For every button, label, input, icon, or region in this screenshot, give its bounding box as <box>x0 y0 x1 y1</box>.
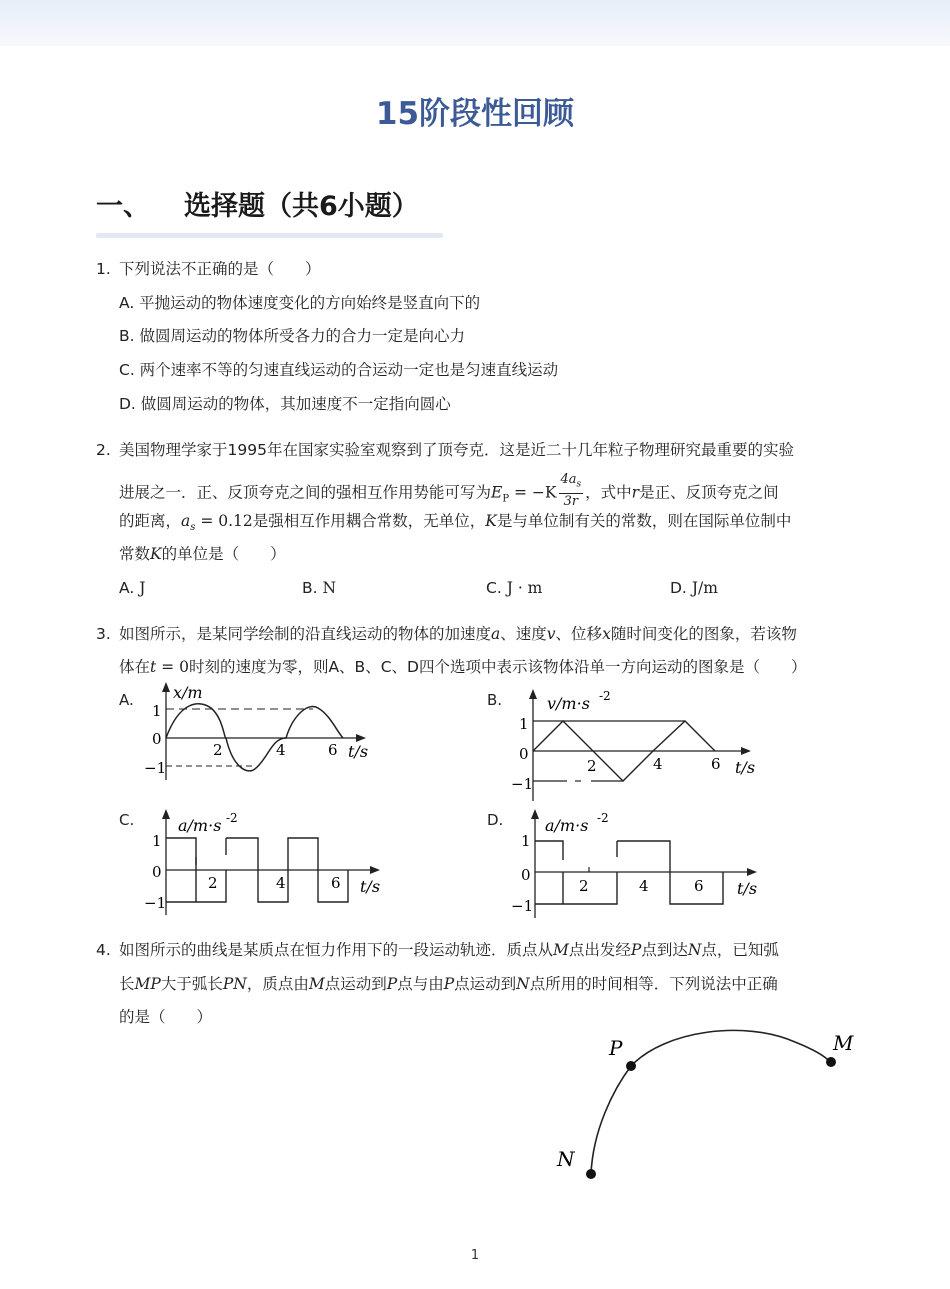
graph-a-label: A. <box>119 691 134 709</box>
graph-b-ylabel: v/m·s <box>547 694 590 713</box>
svg-text:−1: −1 <box>511 775 534 793</box>
header-band <box>0 0 950 46</box>
svg-text:-2: -2 <box>599 689 611 703</box>
q4-line-3: 的是（ ） <box>119 1008 213 1026</box>
page-title: 15阶段性回顾 <box>375 96 575 132</box>
svg-text:-2: -2 <box>597 811 609 825</box>
svg-text:6: 6 <box>694 877 704 895</box>
svg-text:4: 4 <box>276 874 286 892</box>
q2-line-2: 进展之一．正、反顶夸克之间的强相互作用势能可写为$E_P = -K$ $\frac{4a_s}{3r}$ ，式中r是正、反顶夸克之间 <box>119 472 779 509</box>
q2-option-c: C. J · m <box>486 579 543 597</box>
svg-text:1: 1 <box>521 832 531 850</box>
svg-text:6: 6 <box>331 874 341 892</box>
section-heading <box>96 184 419 223</box>
q1-number: 1. <box>96 260 111 278</box>
svg-text:1: 1 <box>152 832 162 850</box>
q1-stem: 下列说法不正确的是（ ） <box>119 260 321 278</box>
graph-b-label: B. <box>487 691 503 709</box>
svg-text:0: 0 <box>519 745 529 763</box>
q3-line-1: 如图所示，是某同学绘制的沿直线运动的物体的加速度a、速度v、位移x随时间变化的图象，若该物 <box>119 625 797 643</box>
svg-text:0: 0 <box>152 863 162 881</box>
q2-line-3: 的距离，$a_s = 0.12$是强相互作用耦合常数，无单位，K是与单位制有关的常数，则在国际单位制中 <box>119 512 792 534</box>
section-underline <box>96 233 443 238</box>
point-m <box>826 1057 836 1067</box>
graph-c <box>138 805 388 917</box>
point-n <box>586 1169 596 1179</box>
label-p: P <box>609 1036 623 1060</box>
svg-text:−1: −1 <box>511 897 534 915</box>
svg-text:−1: −1 <box>144 759 167 777</box>
graph-d-label: D. <box>487 811 504 829</box>
svg-text:2: 2 <box>208 874 218 892</box>
section-number: 一、 <box>96 191 150 222</box>
graph-d-ylabel: a/m·s <box>545 816 589 835</box>
svg-text:4: 4 <box>639 877 649 895</box>
graph-b-xlabel: t/s <box>735 758 756 777</box>
q4-number: 4. <box>96 941 111 959</box>
graph-a-ylabel: x/m <box>173 683 203 702</box>
label-n: N <box>557 1147 575 1171</box>
page-number: 1 <box>470 1248 480 1263</box>
graph-c-ylabel: a/m·s <box>178 816 222 835</box>
q2-line-4: 常数K的单位是（ ） <box>119 545 286 563</box>
svg-text:2: 2 <box>213 741 223 759</box>
label-m: M <box>833 1031 854 1055</box>
q1-option-d: D. 做圆周运动的物体，其加速度不一定指向圆心 <box>119 395 451 413</box>
section-label: 选择题（共6小题） <box>184 191 419 222</box>
svg-text:4: 4 <box>276 741 286 759</box>
q4-line-2: 长MP大于弧长PN，质点由M点运动到P点与由P点运动到N点所用的时间相等．下列说法中正确 <box>119 975 778 993</box>
q2-option-b: B. N <box>302 579 337 597</box>
svg-text:6: 6 <box>328 741 338 759</box>
q3-number: 3. <box>96 625 111 643</box>
graph-c-label: C. <box>119 811 135 829</box>
q1-option-c: C. 两个速率不等的匀速直线运动的合运动一定也是匀速直线运动 <box>119 361 559 379</box>
q2-option-d: D. J/m <box>670 579 718 597</box>
svg-text:1: 1 <box>152 702 162 720</box>
svg-text:-2: -2 <box>226 811 238 825</box>
point-p <box>626 1061 636 1071</box>
svg-text:2: 2 <box>587 757 597 775</box>
svg-text:−1: −1 <box>144 894 167 912</box>
graph-d <box>505 805 765 920</box>
q2-formula-fraction: $\frac{4a_s}{3r}$ <box>560 472 582 509</box>
graph-c-xlabel: t/s <box>360 877 381 896</box>
q2-option-a: A. J <box>119 579 146 597</box>
q1-option-a: A. 平抛运动的物体速度变化的方向始终是竖直向下的 <box>119 294 481 312</box>
q3-line-2: 体在t = 0时刻的速度为零，则A、B、C、D四个选项中表示该物体沿单一方向运动的图象是（ ） <box>119 658 807 676</box>
q4-line-1: 如图所示的曲线是某质点在恒力作用下的一段运动轨迹．质点从M点出发经P点到达N点，已知弧 <box>119 941 779 959</box>
svg-text:1: 1 <box>519 715 529 733</box>
svg-text:0: 0 <box>152 730 162 748</box>
graph-d-xlabel: t/s <box>737 879 758 898</box>
svg-text:4: 4 <box>653 755 663 773</box>
trajectory-figure <box>545 1020 865 1190</box>
svg-text:0: 0 <box>521 866 531 884</box>
svg-text:6: 6 <box>711 755 721 773</box>
q2-number: 2. <box>96 441 111 459</box>
graph-a <box>138 680 378 785</box>
q2-line-1: 美国物理学家于1995年在国家实验室观察到了顶夸克．这是近二十几年粒子物理研究最重要的实验 <box>119 441 794 459</box>
q1-option-b: B. 做圆周运动的物体所受各力的合力一定是向心力 <box>119 327 465 345</box>
svg-text:2: 2 <box>579 877 589 895</box>
graph-a-xlabel: t/s <box>348 742 369 761</box>
graph-b <box>505 685 765 803</box>
